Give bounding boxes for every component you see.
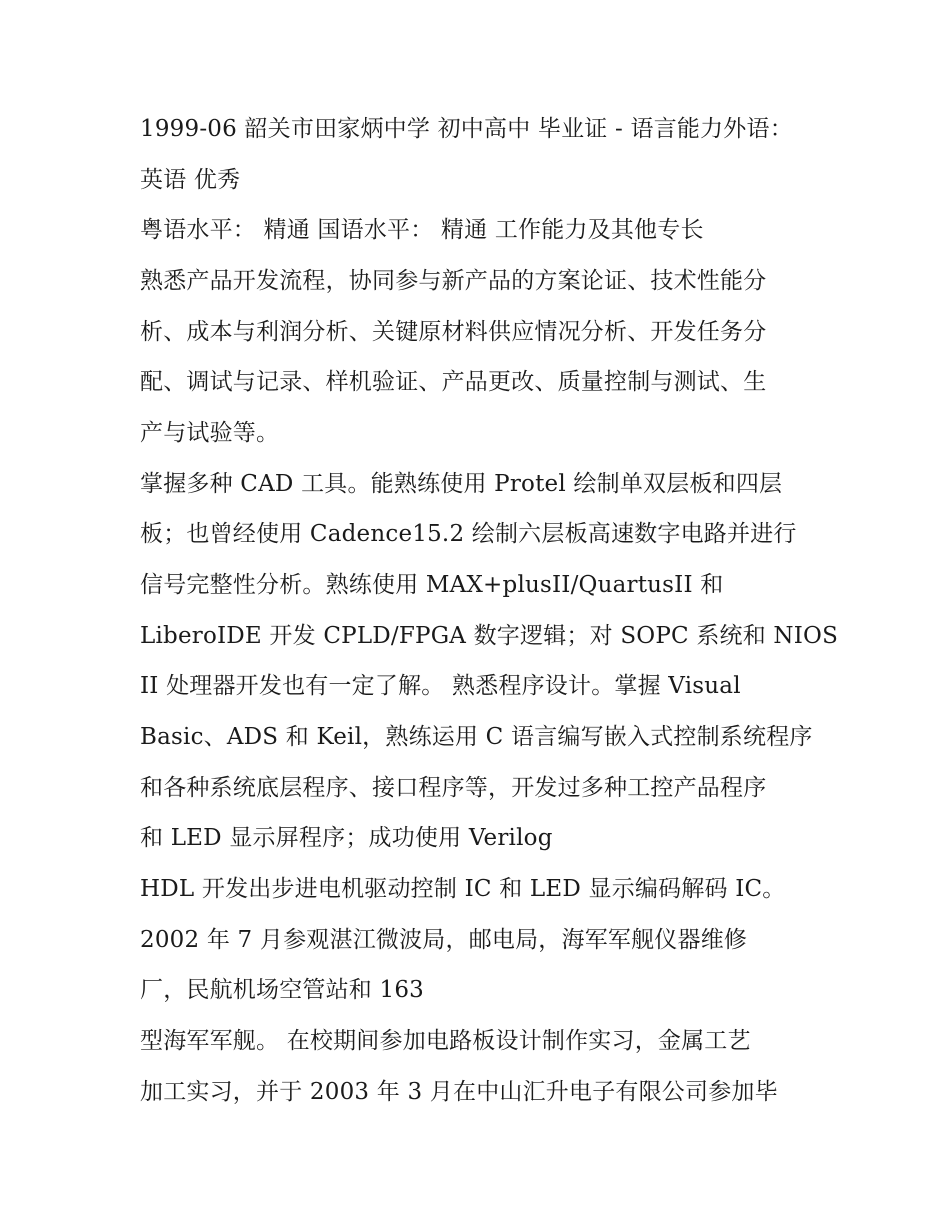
text-line: 加工实习，并于 2003 年 3 月在中山汇升电子有限公司参加毕: [140, 1079, 778, 1105]
text-line: 2002 年 7 月参观湛江微波局，邮电局，海军军舰仪器维修: [140, 927, 748, 953]
text-line: 英语 优秀: [140, 167, 241, 193]
text-line: 粤语水平： 精通 国语水平： 精通 工作能力及其他专长: [140, 217, 704, 243]
text-line: 信号完整性分析。熟练使用 MAX+plusII/QuartusII 和: [140, 572, 724, 598]
text-line: 型海军军舰。 在校期间参加电路板设计制作实习，金属工艺: [140, 1028, 751, 1054]
text-line: 1999-06 韶关市田家炳中学 初中高中 毕业证 - 语言能力外语：: [140, 116, 793, 142]
text-line: 板；也曾经使用 Cadence15.2 绘制六层板高速数字电路并进行: [140, 521, 797, 547]
text-line: 配、调试与记录、样机验证、产品更改、质量控制与测试、生: [140, 369, 767, 395]
text-line: Basic、ADS 和 Keil，熟练运用 C 语言编写嵌入式控制系统程序: [140, 724, 813, 750]
text-line: 掌握多种 CAD 工具。能熟练使用 Protel 绘制单双层板和四层: [140, 471, 783, 497]
text-line: 熟悉产品开发流程，协同参与新产品的方案论证、技术性能分: [140, 268, 767, 294]
text-line: 和 LED 显示屏程序；成功使用 Verilog: [140, 825, 553, 851]
text-line: 和各种系统底层程序、接口程序等，开发过多种工控产品程序: [140, 775, 767, 801]
text-line: LiberoIDE 开发 CPLD/FPGA 数字逻辑；对 SOPC 系统和 NIOS: [140, 623, 839, 649]
text-line: 厂，民航机场空管站和 163: [140, 977, 425, 1003]
text-line: II 处理器开发也有一定了解。 熟悉程序设计。掌握 Visual: [140, 673, 741, 699]
text-line: HDL 开发出步进电机驱动控制 IC 和 LED 显示编码解码 IC。: [140, 876, 786, 902]
text-line: 析、成本与利润分析、关键原材料供应情况分析、开发任务分: [140, 319, 767, 345]
text-line: 产与试验等。: [140, 420, 280, 446]
